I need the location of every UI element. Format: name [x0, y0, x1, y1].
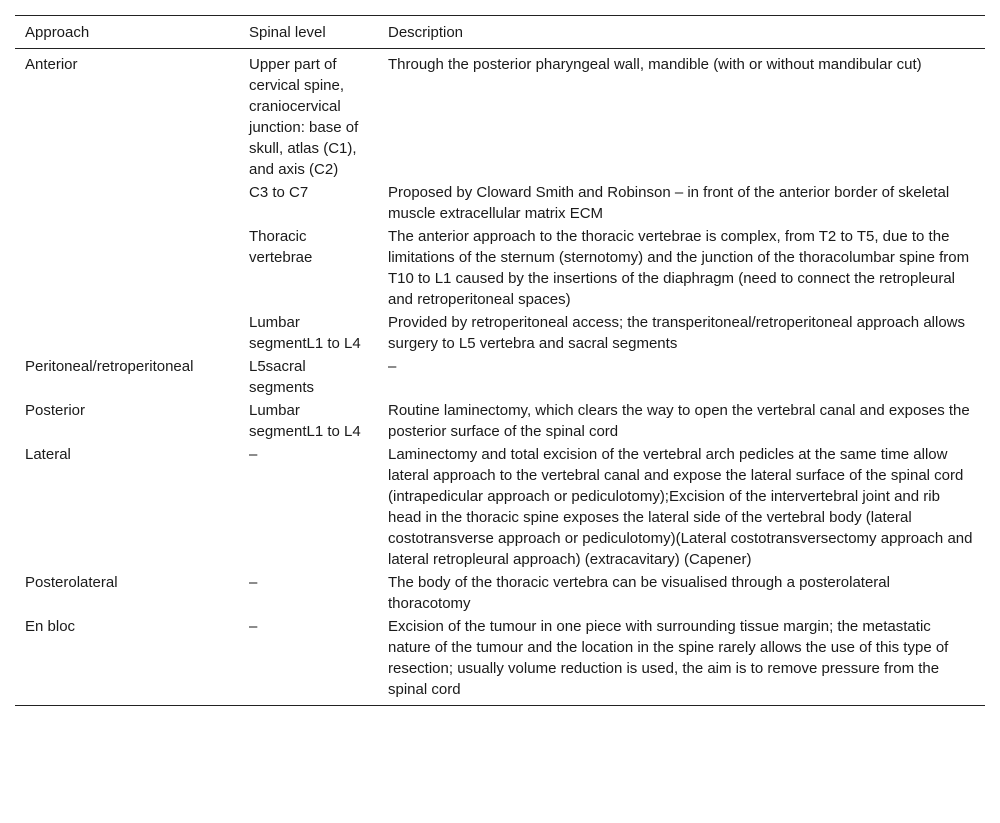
description-cell: –	[388, 358, 397, 375]
table-row	[15, 571, 985, 615]
description-cell: Routine laminectomy, which clears the way to open the vertebral canal and exposes the posterior surface of the spinal cord	[388, 402, 970, 440]
header-description: Description	[388, 24, 464, 41]
spinal-level-cell: L5sacral segments	[249, 358, 315, 396]
approach-cell: Anterior	[25, 56, 78, 73]
description-cell: Proposed by Cloward Smith and Robinson – in front of the anterior border of skeletal muscle extracellular matrix ECM	[388, 184, 950, 222]
description-cell: Laminectomy and total excision of the vertebral arch pedicles at the same time allow lateral approach to the vertebral canal and expose the lateral surface of the spinal cord (intrapedicular approach or pediculotomy);Excision of the intervertebral joint and rib head in the thoracic spine exposes the lateral side of the vertebral body (lateral costotransverse approach or pediculotomy)(Lateral costotransversectomy approach and lateral retropleural approach) (extracavitary) (Capener)	[388, 446, 973, 568]
header-row	[15, 16, 985, 49]
table-row	[15, 443, 985, 571]
table-row	[15, 181, 985, 225]
table-row	[15, 225, 985, 311]
description-cell: The body of the thoracic vertebra can be visualised through a posterolateral thoracotomy	[388, 574, 890, 612]
spinal-level-cell: –	[249, 574, 258, 591]
table-row	[15, 399, 985, 443]
approach-cell: Peritoneal/retroperitoneal	[25, 358, 194, 375]
approach-cell: Posterior	[25, 402, 86, 419]
approaches-table-container	[15, 15, 985, 706]
table-row	[15, 311, 985, 355]
approach-cell	[15, 225, 239, 311]
approach-cell: Lateral	[25, 446, 71, 463]
approach-cell: Posterolateral	[25, 574, 118, 591]
approach-cell	[15, 181, 239, 225]
table-row	[15, 49, 985, 182]
description-cell: Through the posterior pharyngeal wall, mandible (with or without mandibular cut)	[388, 56, 922, 73]
spinal-level-cell: C3 to C7	[249, 184, 309, 201]
spinal-approaches-table	[15, 15, 985, 706]
approach-cell: En bloc	[25, 618, 76, 635]
spinal-level-cell: –	[249, 446, 258, 463]
table-body	[15, 49, 985, 706]
spinal-level-cell: Upper part of cervical spine, craniocervical junction: base of skull, atlas (C1), and axis (C2)	[249, 56, 359, 178]
description-cell: Provided by retroperitoneal access; the transperitoneal/retroperitoneal approach allows surgery to L5 vertebra and sacral segments	[388, 314, 965, 352]
spinal-level-cell: Thoracic vertebrae	[249, 228, 313, 266]
table-row	[15, 355, 985, 399]
approach-cell	[15, 311, 239, 355]
spinal-level-cell: –	[249, 618, 258, 635]
table-row	[15, 615, 985, 706]
description-cell: Excision of the tumour in one piece with surrounding tissue margin; the metastatic nature of the tumour and the location in the spine rarely allows the use of this type of resection; usually volume reduction is used, the aim is to remove pressure from the spinal cord	[388, 618, 949, 698]
table-header	[15, 16, 985, 49]
header-approach: Approach	[25, 24, 90, 41]
header-spinal-level: Spinal level	[249, 24, 326, 41]
spinal-level-cell: Lumbar segmentL1 to L4	[249, 314, 361, 352]
description-cell: The anterior approach to the thoracic vertebrae is complex, from T2 to T5, due to the limitations of the sternum (sternotomy) and the junction of the thoracolumbar spine from T10 to L1 caused by the insertions of the diaphragm (need to connect the retropleural and retroperitoneal spaces)	[388, 228, 970, 308]
spinal-level-cell: Lumbar segmentL1 to L4	[249, 402, 361, 440]
